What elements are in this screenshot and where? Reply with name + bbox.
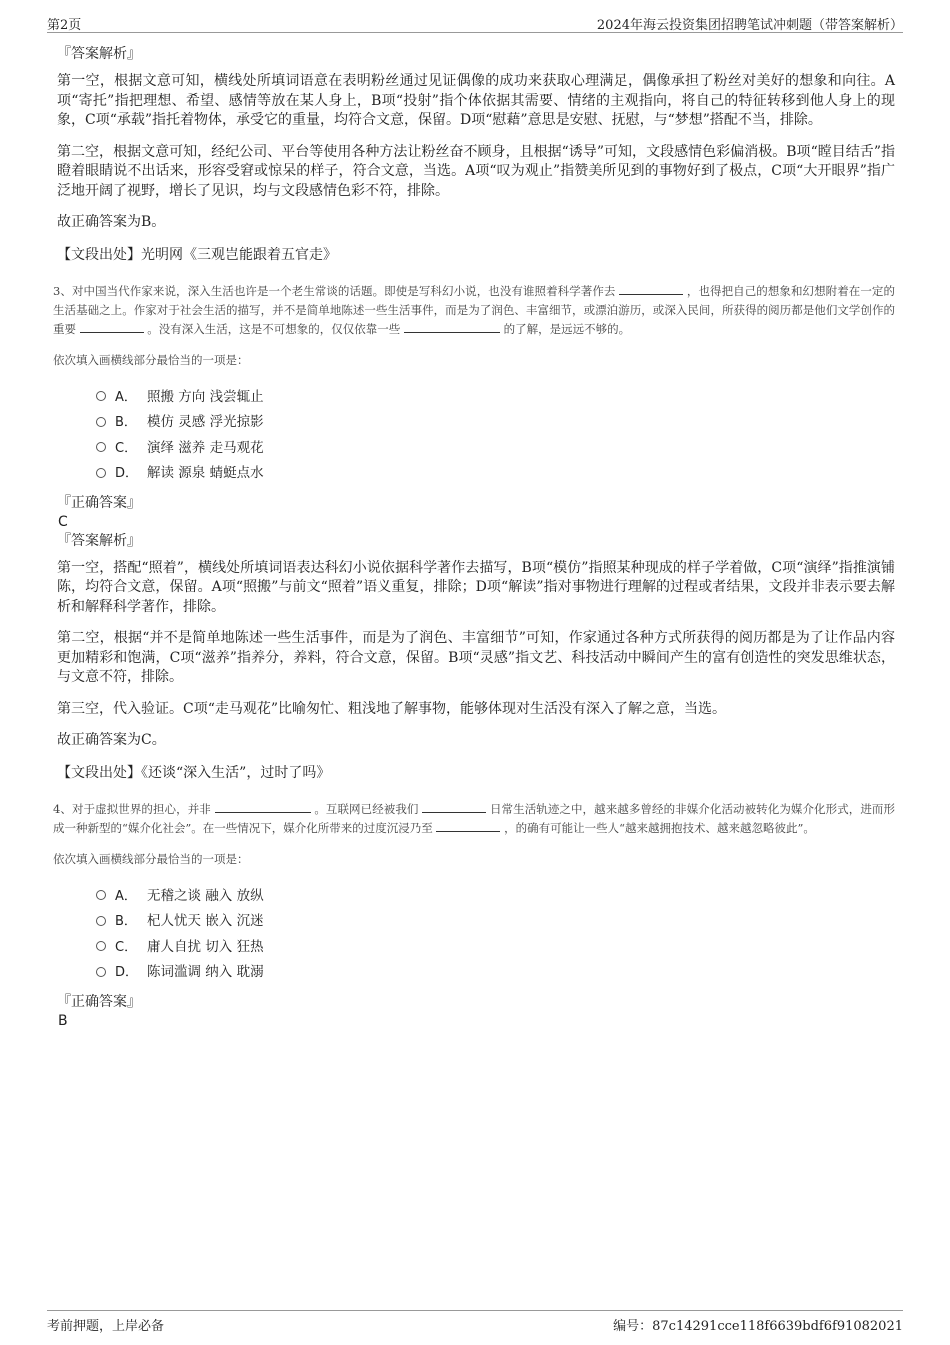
fill-blank xyxy=(80,320,144,333)
document-title: 2024年海云投资集团招聘笔试冲刺题（带答案解析） xyxy=(596,18,903,33)
radio-button[interactable] xyxy=(96,468,106,478)
option-a[interactable]: A． 照搬 方向 浅尝辄止 xyxy=(96,385,895,411)
correct-answer-label: 『正确答案』 xyxy=(57,494,141,511)
fill-blank xyxy=(215,800,311,813)
option-b[interactable]: B． 模仿 灵感 浮光掠影 xyxy=(96,410,895,436)
footer-slogan: 考前押题，上岸必备 xyxy=(47,1319,165,1334)
question-prompt: 依次填入画横线部分最恰当的一项是： xyxy=(53,352,249,367)
option-d[interactable]: D． 解读 源泉 蜻蜓点水 xyxy=(96,461,895,487)
page-footer xyxy=(47,1310,903,1334)
analysis-paragraph: 第二空，根据“并不是简单地陈述一些生活事件，而是为了润色、丰富细节”可知，作家通过各种方式所获得的阅历都是为了让作品内容更加精彩和饱满，C项“滋养”指养分，养料，符合文意，保留。B项“灵感”指文艺、科技活动中瞬间产生的富有创造性的突发思维状态，与文意不符，排除。 xyxy=(57,630,895,685)
analysis-paragraph: 第二空，根据文意可知，经纪公司、平台等使用各种方法让粉丝奋不顾身，且根据“诱导”可知，文段感情色彩偏消极。B项“瞠目结舌”指瞪着眼睛说不出话来，形容受窘或惊呆的样子，符合文意，当选。A项“叹为观止”指赞美所见到的事物好到了极点，C项“大开眼界”指广泛地开阔了视野，增长了见识，均与文段感情色彩不符，排除。 xyxy=(57,143,895,199)
analysis-paragraph: 第一空，搭配“照着”，横线处所填词语表达科幻小说依据科学著作去描写，B项“模仿”指照某种现成的样子学着做，C项“演绎”指推演铺陈，均符合文意，保留。A项“照搬”与前文“照着”语义重复，排除；D项“解读”指对事物进行理解的过程或者结果，文段并非表示要去解析和解释科学著作，排除。 xyxy=(57,559,895,615)
option-b[interactable]: B． 杞人忧天 嵌入 沉迷 xyxy=(96,909,895,935)
source-citation: 【文段出处】光明网《三观岂能跟着五官走》 xyxy=(57,246,337,263)
question-3-text: 3、对中国当代作家来说，深入生活也许是一个老生常谈的话题。即使是写科幻小说，也没有谁照着科学著作去 ，也得把自己的想象和幻想附着在一定的生活基础之上。作家对于社会生活的描写，并不是简单地陈述一些生活事件，而是为了润色、丰富细节，或漂泊游历，或深入民间，所获得的阅历都是他们文学创作的重要 。没有深入生活，这是不可想象的，仅仅依靠一些 的了解，是远远不够的。 xyxy=(53,283,895,336)
question-prompt: 依次填入画横线部分最恰当的一项是： xyxy=(53,851,249,866)
analysis-conclusion: 故正确答案为C。 xyxy=(57,732,166,748)
analysis-label: 『答案解析』 xyxy=(57,532,141,549)
question-3-options xyxy=(96,385,895,487)
fill-blank xyxy=(436,819,500,832)
correct-answer: B xyxy=(58,1012,68,1029)
radio-button[interactable] xyxy=(96,967,106,977)
analysis-paragraph: 第一空，根据文意可知，横线处所填词语意在表明粉丝通过见证偶像的成功来获取心理满足，偶像承担了粉丝对美好的想象和向往。A项“寄托”指把理想、希望、感情等放在某人身上，B项“投射”指个体依据其需要、情绪的主观指向，将自己的特征转移到他人身上的现象，C项“承载”指托着物体，承受它的重量，均符合文意，保留。D项“慰藉”意思是安慰、抚慰，与“梦想”搭配不当，排除。 xyxy=(57,73,895,128)
radio-button[interactable] xyxy=(96,916,106,926)
option-d[interactable]: D． 陈词滥调 纳入 耽溺 xyxy=(96,960,895,986)
fill-blank xyxy=(422,800,486,813)
question-4-options xyxy=(96,884,895,986)
option-c[interactable]: C． 庸人自扰 切入 狂热 xyxy=(96,935,895,961)
fill-blank xyxy=(404,320,500,333)
option-c[interactable]: C． 演绎 滋养 走马观花 xyxy=(96,436,895,462)
correct-answer: C xyxy=(58,513,68,530)
document-body xyxy=(53,44,895,1030)
page-header xyxy=(47,14,903,33)
document-serial: 编号：87c14291cce118f6639bdf6f91082021 xyxy=(613,1319,903,1334)
fill-blank xyxy=(619,282,683,295)
radio-button[interactable] xyxy=(96,941,106,951)
analysis-conclusion: 故正确答案为B。 xyxy=(57,214,166,230)
option-a[interactable]: A． 无稽之谈 融入 放纵 xyxy=(96,884,895,910)
radio-button[interactable] xyxy=(96,442,106,452)
source-citation: 【文段出处】《还谈“深入生活”，过时了吗》 xyxy=(57,764,331,781)
radio-button[interactable] xyxy=(96,417,106,427)
page-number: 第2页 xyxy=(47,18,82,33)
analysis-paragraph: 第三空，代入验证。C项“走马观花”比喻匆忙、粗浅地了解事物，能够体现对生活没有深入了解之意，当选。 xyxy=(57,700,727,717)
correct-answer-label: 『正确答案』 xyxy=(57,993,141,1010)
radio-button[interactable] xyxy=(96,391,106,401)
question-4-text: 4、对于虚拟世界的担心，并非 。互联网已经被我们 日常生活轨迹之中，越来越多曾经的非媒介化活动被转化为媒介化形式，进而形成一种新型的“媒介化社会”。在一些情况下，媒介化所带来的过度沉浸乃至 ，的确有可能让一些人“越来越拥抱技术、越来越忽略彼此”。 xyxy=(53,801,895,835)
radio-button[interactable] xyxy=(96,890,106,900)
analysis-label: 『答案解析』 xyxy=(57,46,141,62)
